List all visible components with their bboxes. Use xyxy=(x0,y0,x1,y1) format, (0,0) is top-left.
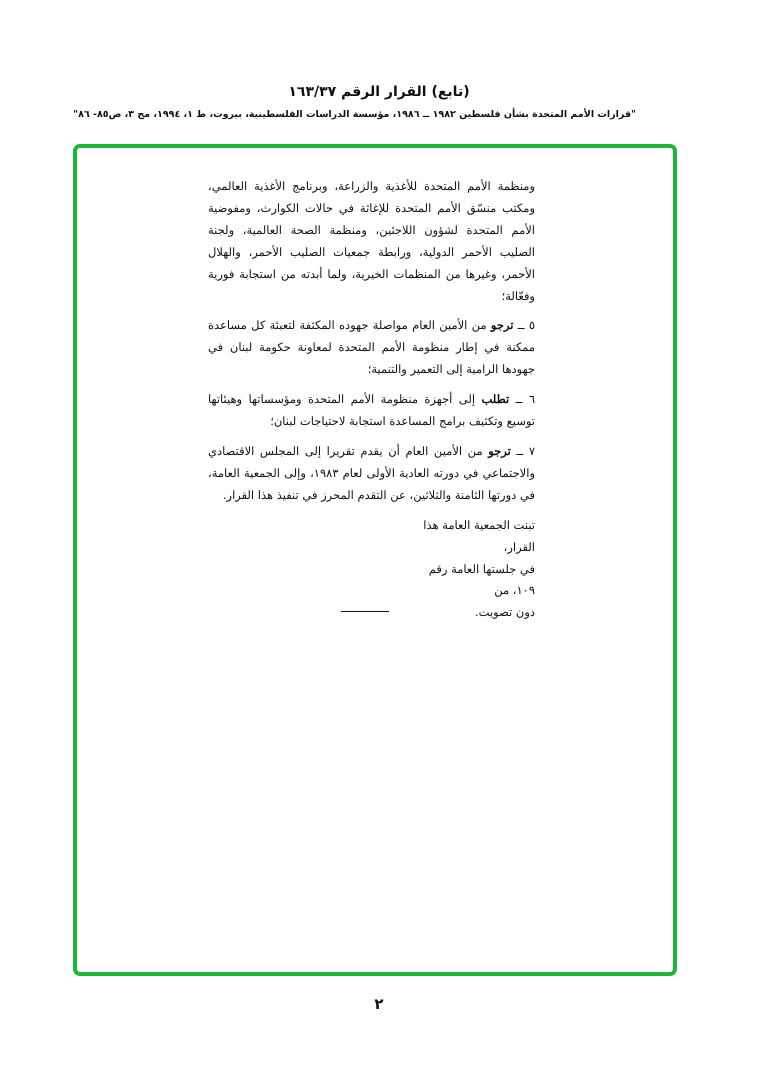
end-rule xyxy=(341,611,389,612)
paragraph-7-number: ٧ ــ xyxy=(516,443,536,458)
source-citation: "قرارات الأمم المتحدة بشأن فلسطين ١٩٨٢ ــ ١٩٨٦، مؤسسة الدراسات الفلسطينية، بيروت، ط ١، ١٩٩٤، مج ٣، ص٨٥- ٨٦" xyxy=(73,109,636,120)
paragraph-5 xyxy=(208,315,535,381)
paragraph-6-number: ٦ ــ xyxy=(515,392,535,407)
paragraph-7-verb: ترجو xyxy=(488,443,511,458)
paragraph-7 xyxy=(208,441,535,507)
adoption-line-1: تبنت الجمعية العامة هذا القرار، xyxy=(423,517,535,554)
resolution-text xyxy=(208,176,535,624)
adoption-line-2: في جلستها العامة رقم ١٠٩، من xyxy=(428,561,535,598)
paragraph-6-verb: تطلب xyxy=(481,392,510,407)
adoption-note xyxy=(415,515,535,625)
page-number: ٢ xyxy=(374,995,384,1013)
adoption-line-3: دون تصويت. xyxy=(474,605,535,620)
paragraph-7-text: من الأمين العام أن يقدم تقريرا إلى المجلس الاقتصادي والاجتماعي في دورته العادية الأولى لعام ١٩٨٣، وإلى الجمعية العامة، في دورتها الثامنة والثلاثين، عن التقدم المحرز في تنفيذ هذا القرار. xyxy=(208,443,535,502)
paragraph-5-verb: ترجو xyxy=(490,318,514,333)
paragraph-6-text: إلى أجهزة منظومة الأمم المتحدة ومؤسساتها وهيئاتها توسيع وتكثيف برامج المساعدة استجابة لاحتياجات لبنان؛ xyxy=(208,392,535,429)
paragraph-6 xyxy=(208,389,535,433)
paragraph-5-number: ٥ ــ xyxy=(517,318,535,333)
paragraph-5-text: من الأمين العام مواصلة جهوده المكثفة لتعبئة كل مساعدة ممكنة في إطار منظومة الأمم المتحدة لمعاونة حكومة لبنان في جهودها الرامية إلى التعمير والتنمية؛ xyxy=(208,318,535,377)
page-title: (تابع) القرار الرقم ١٦٣/٣٧ xyxy=(288,84,470,100)
intro-paragraph: ومنظمة الأمم المتحدة للأغذية والزراعة، وبرنامج الأغذية العالمي، ومكتب منسّق الأمم المتحدة للإغاثة في حالات الكوارث، ومفوضية الأمم المتحدة لشؤون اللاجئين، ومنظمة الصحة العالمية، ولجنة الصليب الأحمر الدولية، ورابطة جمعيات الصليب الأحمر، والهلال الأحمر، وغيرها من المنظمات الخيرية، ولما أبدته من استجابة فورية وفعّالة؛ xyxy=(208,179,535,303)
